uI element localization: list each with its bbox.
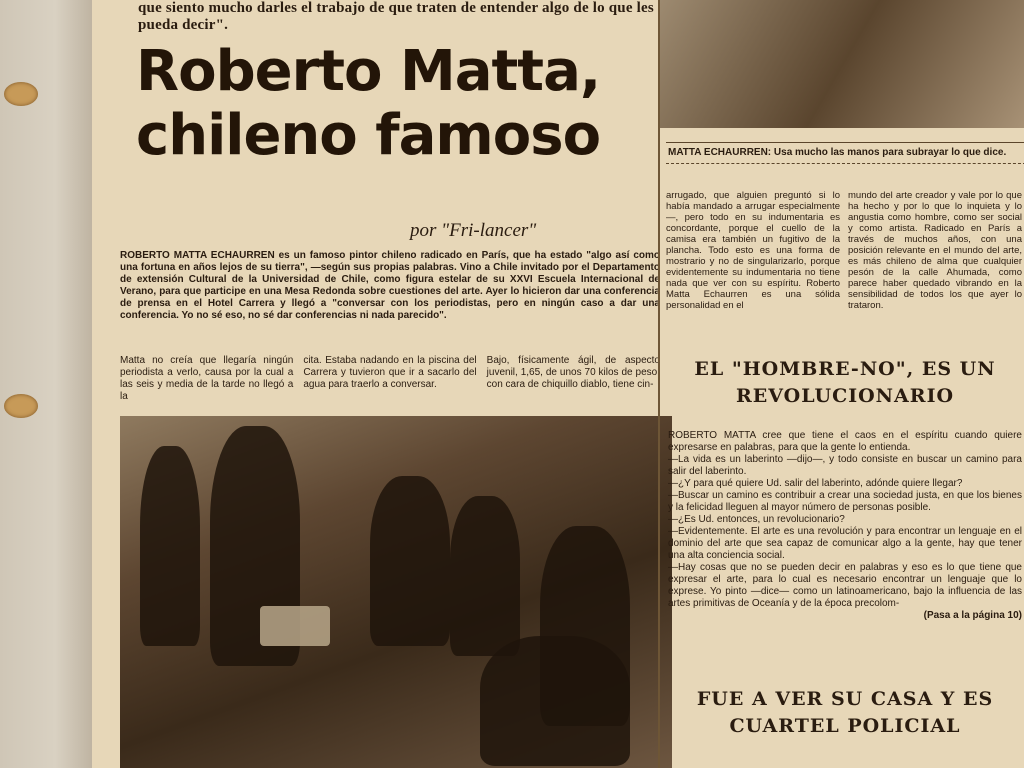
body-paragraph: —¿Es Ud. entonces, un revolucionario? (668, 514, 845, 525)
right-text-columns (666, 190, 1022, 350)
text-column: arrugado, que alguien preguntó si lo había mandado a arrugar especialmente—, pero todo en su indumentaria es concordante, porque el cuello de la camisa era también un fugitivo de la plancha. Todo esto es una forma de mostrario y no de singularizarlo, porque evidentemente su indumentaria no tiene nada que ver con su espíritu. Roberto Matta Echaurren es una sólida personalidad en el (666, 190, 840, 311)
text-column: cita. Estaba nadando en la piscina del Carrera y tuvieron que ir a sacarlo del agua para traerlo a conversar. (303, 355, 477, 390)
lead-paragraph: ROBERTO MATTA ECHAURREN es un famoso pintor chileno radicado en París, que ha estado "algo así como una fortuna en años lejos de su tierra", —según sus propias palabras. Vino a Chile invitado por el Departamento de extensión Cultural de la Universidad de Chile, como figura estelar de su XXVI Escuela Internacional de Verano, para que participe en una Mesa Redonda sobre cuestiones del arte. Ayer lo hicieron dar una conferencia de prensa en el Hotel Carrera y llegó a "conversar con los periodistas, pero en ningún caso a dar una conferencia. Yo no sé eso, no sé dar conferencias ni nada parecido". (120, 250, 660, 321)
left-column (110, 0, 658, 768)
punch-hole (4, 82, 38, 106)
portrait-photo (660, 0, 1024, 128)
headline: Roberto Matta, chileno famoso (136, 39, 601, 168)
punch-hole (4, 394, 38, 418)
photo-caption: MATTA ECHAURREN: Usa mucho las manos para subrayar lo que dice. (666, 142, 1024, 164)
subheading-revolucionario: EL "HOMBRE-NO", ES UN REVOLUCIONARIO (694, 358, 996, 407)
text-column: Bajo, físicamente ágil, de aspecto juvenil, 1,65, de unos 70 kilos de peso, con cara de chiquillo diablo, tiene cin- (486, 355, 660, 390)
press-conference-photo (120, 416, 672, 768)
byline: por "Fri-lancer" (410, 220, 537, 241)
body-paragraph: —La vida es un laberinto —dijo—, y todo consiste en buscar un camino para salir del laberinto. (668, 454, 1022, 477)
body-paragraph: —Evidentemente. El arte es una revolución y para encontrar un lenguaje en el dominio del arte que sea capaz de comunicar algo a la gente, hay que tener una alta conciencia social. (668, 526, 1022, 561)
newspaper-page (92, 0, 1024, 768)
text-column: Matta no creía que llegaría ningún periodista a verlo, causa por la cual a las seis y media de la tarde no llegó a la (120, 355, 294, 402)
continued-note: (Pasa a la página 10) (923, 610, 1022, 621)
top-text: que siento mucho darles el trabajo de que traten de entender algo de lo que les pueda decir". (138, 0, 654, 33)
body-paragraph: —Hay cosas que no se pueden decir en palabras y eso es lo que tiene que expresar el arte, para lo cual es necesario encontrar un lenguaje que lo exprese. Yo pinto —dice— como un latinoamericano, bajo la influencia de las artes primitivas de Oceanía y de la época precolom- (668, 562, 1022, 609)
subheading-cuartel: FUE A VER SU CASA Y ES CUARTEL POLICIAL (696, 688, 994, 737)
body-paragraph: —¿Y para qué quiere Ud. salir del laberinto, adónde quiere llegar? (668, 478, 963, 489)
right-column (658, 0, 1024, 768)
body-paragraph: —Buscar un camino es contribuir a crear una sociedad justa, en que los bienes y la felicidad lleguen al mayor número de personas posible. (668, 490, 1022, 513)
body-paragraph: ROBERTO MATTA cree que tiene el caos en el espíritu cuando quiere expresarse en palabras, para que la gente lo entienda. (668, 430, 1022, 453)
interview-body (668, 430, 1022, 622)
text-column: mundo del arte creador y vale por lo que ha hecho y por lo que lo inquieta y lo angustia como hombre, como ser social y como artista. Radicado en París a través de muchos años, con una posición relevante en el mundo del arte, es más chileno de alma que cualquier pesón de la calle Ahumada, como parece haber quedado vibrando en la sensibilidad de todos los que ayer lo trataron. (848, 190, 1022, 311)
binder-edge (0, 0, 94, 768)
lead-columns (120, 355, 660, 415)
